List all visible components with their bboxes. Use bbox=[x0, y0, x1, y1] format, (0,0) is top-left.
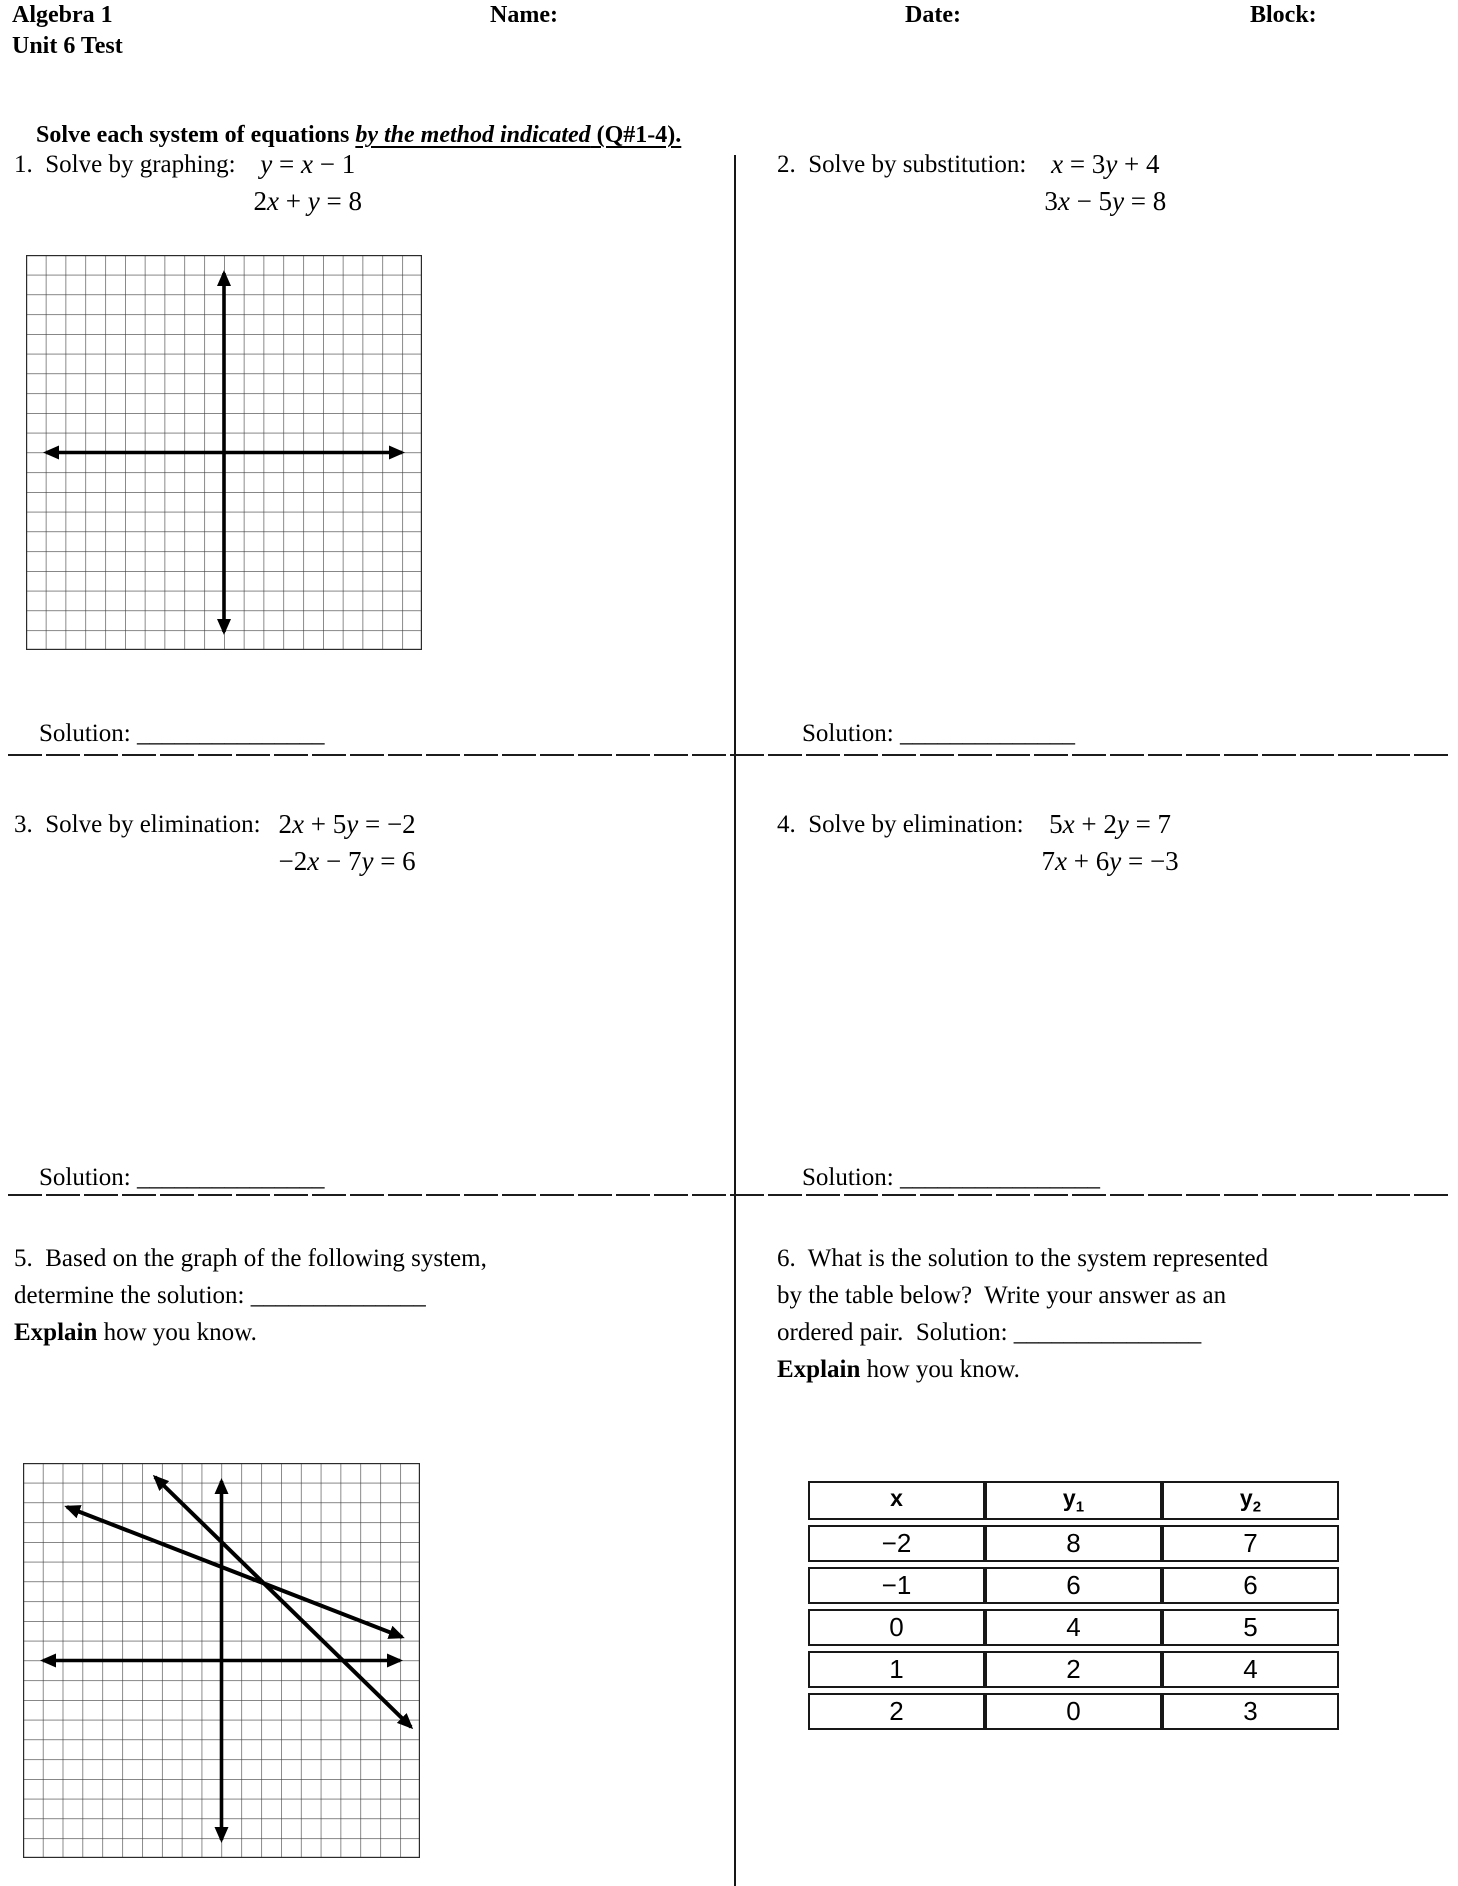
table-cell: 4 bbox=[985, 1609, 1162, 1646]
q1-graph bbox=[26, 255, 422, 650]
q6-line-4-rest: how you know. bbox=[860, 1356, 1020, 1383]
q6-line-1: 6. What is the solution to the system represented bbox=[777, 1245, 1269, 1272]
q2-equation-1: x = 3y + 4 bbox=[1051, 149, 1160, 179]
q6-table bbox=[808, 1476, 1339, 1735]
q4-solution bbox=[777, 1136, 1100, 1220]
question-6 bbox=[777, 1240, 1437, 1388]
question-5 bbox=[14, 1240, 664, 1351]
instruction-suffix: (Q#1-4). bbox=[590, 122, 682, 148]
q5-explain-word: Explain bbox=[14, 1319, 98, 1346]
name-label: Name: bbox=[490, 2, 558, 28]
table-header-y1: $y_1$ bbox=[985, 1481, 1162, 1520]
q6-line-3 bbox=[777, 1314, 1437, 1351]
table-cell: 6 bbox=[1162, 1567, 1339, 1604]
table-cell: −1 bbox=[808, 1567, 985, 1604]
question-4 bbox=[777, 806, 1179, 880]
column-divider bbox=[734, 155, 736, 1886]
instruction-emphasis: by the method indicated bbox=[355, 122, 591, 148]
table-cell: 1 bbox=[808, 1651, 985, 1688]
q3-prompt: 3. Solve by elimination: bbox=[14, 811, 261, 838]
q3-equation-1: 2x + 5y = −2 bbox=[278, 809, 416, 839]
q5-graph bbox=[23, 1463, 420, 1858]
q1-equation-1: y = x − 1 bbox=[260, 149, 356, 179]
question-1 bbox=[14, 146, 362, 220]
q4-prompt: 4. Solve by elimination: bbox=[777, 811, 1024, 838]
course-title: Algebra 1 bbox=[12, 2, 113, 28]
q5-line-1: 5. Based on the graph of the following system, bbox=[14, 1245, 487, 1272]
question-3 bbox=[14, 806, 416, 880]
q1-prompt: 1. Solve by graphing: bbox=[14, 151, 236, 178]
unit-title: Unit 6 Test bbox=[12, 33, 123, 59]
table-cell: 4 bbox=[1162, 1651, 1339, 1688]
q6-explain-word: Explain bbox=[777, 1356, 861, 1383]
table-row bbox=[808, 1525, 1339, 1562]
q1-solution-blank: _______________ bbox=[136, 720, 325, 747]
table-row bbox=[808, 1693, 1339, 1730]
table-cell: 0 bbox=[808, 1609, 985, 1646]
row-divider-1 bbox=[8, 754, 1450, 756]
q4-solution-label: Solution: bbox=[802, 1164, 894, 1191]
table-cell: 0 bbox=[985, 1693, 1162, 1730]
q5-line-2 bbox=[14, 1277, 664, 1314]
table-row bbox=[808, 1651, 1339, 1688]
table-cell: 2 bbox=[985, 1651, 1162, 1688]
question-2 bbox=[777, 146, 1166, 220]
q1-solution-label: Solution: bbox=[39, 720, 131, 747]
table-header-row bbox=[808, 1481, 1339, 1520]
table-cell: 7 bbox=[1162, 1525, 1339, 1562]
q5-line-3-rest: how you know. bbox=[97, 1319, 257, 1346]
q3-equation-2: −2x − 7y = 6 bbox=[278, 846, 416, 876]
table-cell: 6 bbox=[985, 1567, 1162, 1604]
table-header-x: x bbox=[808, 1481, 985, 1520]
table-header-y2: $y_2$ bbox=[1162, 1481, 1339, 1520]
q4-equation-1: 5x + 2y = 7 bbox=[1049, 809, 1172, 839]
row-divider-2 bbox=[8, 1194, 1450, 1196]
table-cell: 8 bbox=[985, 1525, 1162, 1562]
instruction-prefix: Solve each system of equations bbox=[36, 122, 356, 148]
block-label: Block: bbox=[1250, 2, 1317, 28]
q4-equation-2: 7x + 6y = −3 bbox=[1041, 846, 1179, 876]
q5-line-2-text: determine the solution: bbox=[14, 1282, 251, 1309]
table-row bbox=[808, 1567, 1339, 1604]
q6-line-3-text: ordered pair. Solution: bbox=[777, 1319, 1014, 1346]
q2-prompt: 2. Solve by substitution: bbox=[777, 151, 1027, 178]
q5-line-3 bbox=[14, 1314, 664, 1351]
table-cell: −2 bbox=[808, 1525, 985, 1562]
q3-solution-blank: _______________ bbox=[136, 1164, 325, 1191]
q4-equations bbox=[1042, 806, 1179, 880]
q2-equation-2: 3x − 5y = 8 bbox=[1044, 186, 1167, 216]
q6-solution-blank: _______________ bbox=[1013, 1319, 1202, 1346]
q4-solution-blank: ________________ bbox=[899, 1164, 1100, 1191]
date-label: Date: bbox=[905, 2, 961, 28]
q3-solution-label: Solution: bbox=[39, 1164, 131, 1191]
q6-line-4 bbox=[777, 1351, 1437, 1388]
q1-equation-2: 2x + y = 8 bbox=[253, 186, 362, 216]
q6-line-2: by the table below? Write your answer as an bbox=[777, 1282, 1227, 1309]
q2-solution-blank: ______________ bbox=[899, 720, 1075, 747]
table-row bbox=[808, 1609, 1339, 1646]
table-cell: 2 bbox=[808, 1693, 985, 1730]
q1-solution bbox=[14, 692, 324, 776]
q3-equations bbox=[279, 806, 416, 880]
q2-solution-label: Solution: bbox=[802, 720, 894, 747]
q2-solution bbox=[777, 692, 1075, 776]
q1-equations bbox=[254, 146, 362, 220]
table-cell: 3 bbox=[1162, 1693, 1339, 1730]
q3-solution bbox=[14, 1136, 324, 1220]
q5-solution-blank: ______________ bbox=[250, 1282, 426, 1309]
table-cell: 5 bbox=[1162, 1609, 1339, 1646]
q2-equations bbox=[1044, 146, 1166, 220]
